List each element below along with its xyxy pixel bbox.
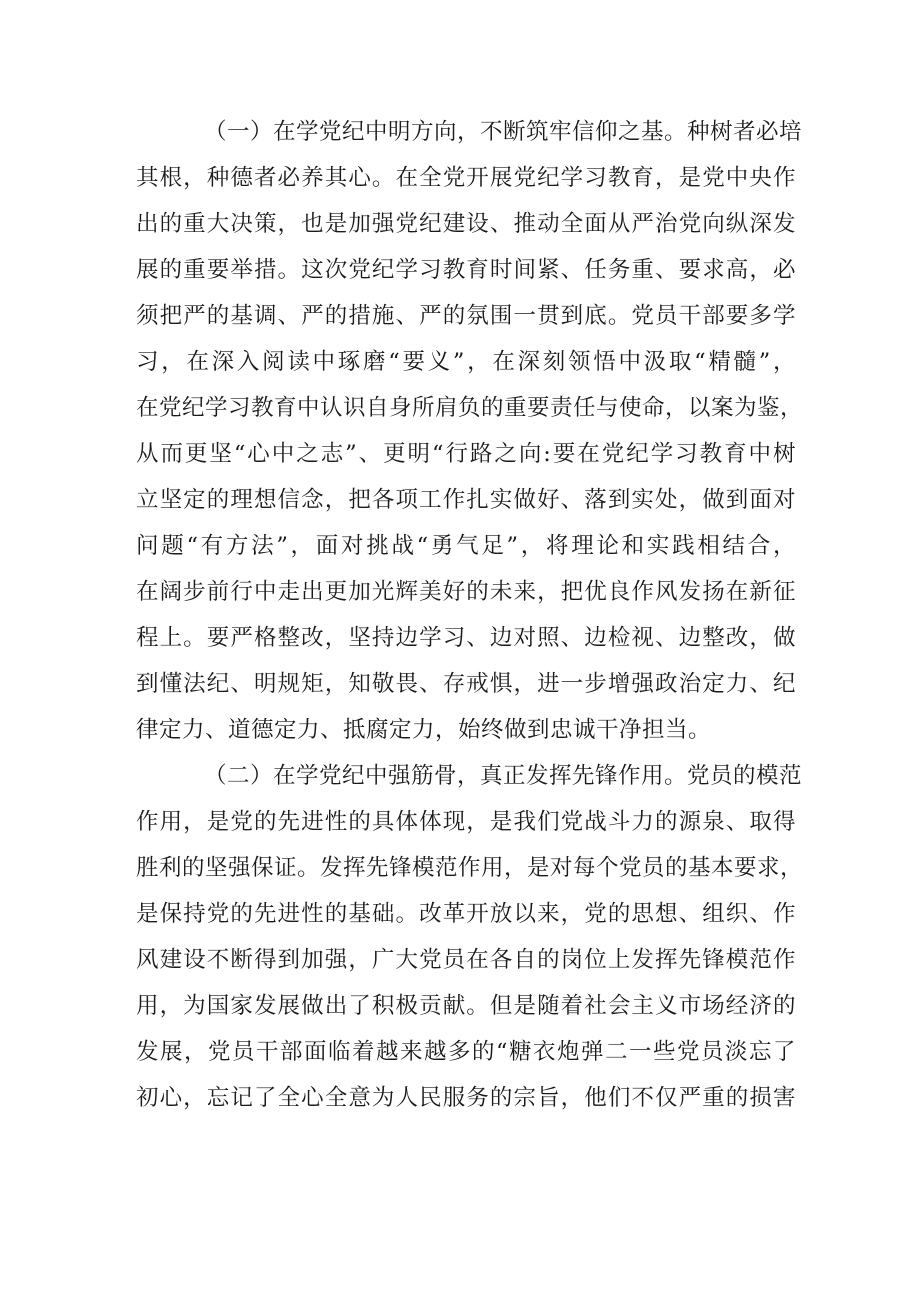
- paragraph-1-line-4: 展的重要举措。这次党纪学习教育时间紧、任务重、要求高，必: [136, 257, 796, 283]
- paragraph-1-line-1: （一）在学党纪中明方向，不断筑牢信仰之基。种树者必培: [204, 119, 803, 145]
- paragraph-1-line-9: 立坚定的理想信念，把各项工作扎实做好、落到实处，做到面对: [136, 487, 796, 513]
- paragraph-1-line-13: 到懂法纪、明规矩，知敬畏、存戒惧，进一步增强政治定力、纪: [136, 671, 796, 697]
- paragraph-2-line-2: 作用，是党的先进性的具体体现，是我们党战斗力的源泉、取得: [136, 809, 796, 835]
- paragraph-2-line-1: （二）在学党纪中强筋骨，真正发挥先锋作用。党员的模范: [204, 763, 803, 789]
- paragraph-1-line-5: 须把严的基调、严的措施、严的氛围一贯到底。党员干部要多学: [136, 303, 796, 329]
- paragraph-1-line-3: 出的重大决策，也是加强党纪建设、推动全面从严治党向纵深发: [136, 211, 796, 237]
- paragraph-2-line-8: 初心，忘记了全心全意为人民服务的宗旨，他们不仅严重的损害: [136, 1085, 796, 1111]
- paragraph-1-line-10: 问题“有方法”，面对挑战“勇气足”，将理论和实践相结合，: [136, 533, 796, 559]
- paragraph-2-line-6: 用，为国家发展做出了积极贡献。但是随着社会主义市场经济的: [136, 993, 796, 1019]
- paragraph-2-line-7: 发展，党员干部面临着越来越多的“糖衣炮弹二一些党员淡忘了: [136, 1039, 796, 1065]
- paragraph-1-line-12: 程上。要严格整改，坚持边学习、边对照、边检视、边整改，做: [136, 625, 796, 651]
- paragraph-2-line-3: 胜利的坚强保证。发挥先锋模范作用，是对每个党员的基本要求，: [136, 855, 804, 881]
- paragraph-1-line-11: 在阔步前行中走出更加光辉美好的未来，把优良作风发扬在新征: [136, 579, 796, 605]
- paragraph-1-line-14: 律定力、道德定力、抵腐定力，始终做到忠诚干净担当。: [136, 717, 712, 743]
- paragraph-1-line-2: 其根，种德者必养其心。在全党开展党纪学习教育，是党中央作: [136, 165, 796, 191]
- paragraph-2-line-5: 风建设不断得到加强，广大党员在各自的岗位上发挥先锋模范作: [136, 947, 796, 973]
- paragraph-1-line-7: 在党纪学习教育中认识自身所肩负的重要责任与使命，以案为鉴，: [136, 395, 804, 421]
- paragraph-1-line-8: 从而更坚“心中之志”、更明“行路之向:要在党纪学习教育中树: [136, 441, 796, 467]
- paragraph-1-line-6: 习，在深入阅读中琢磨“要义”，在深刻领悟中汲取“精髓”，: [136, 349, 796, 375]
- paragraph-2-line-4: 是保持党的先进性的基础。改革开放以来，党的思想、组织、作: [136, 901, 796, 927]
